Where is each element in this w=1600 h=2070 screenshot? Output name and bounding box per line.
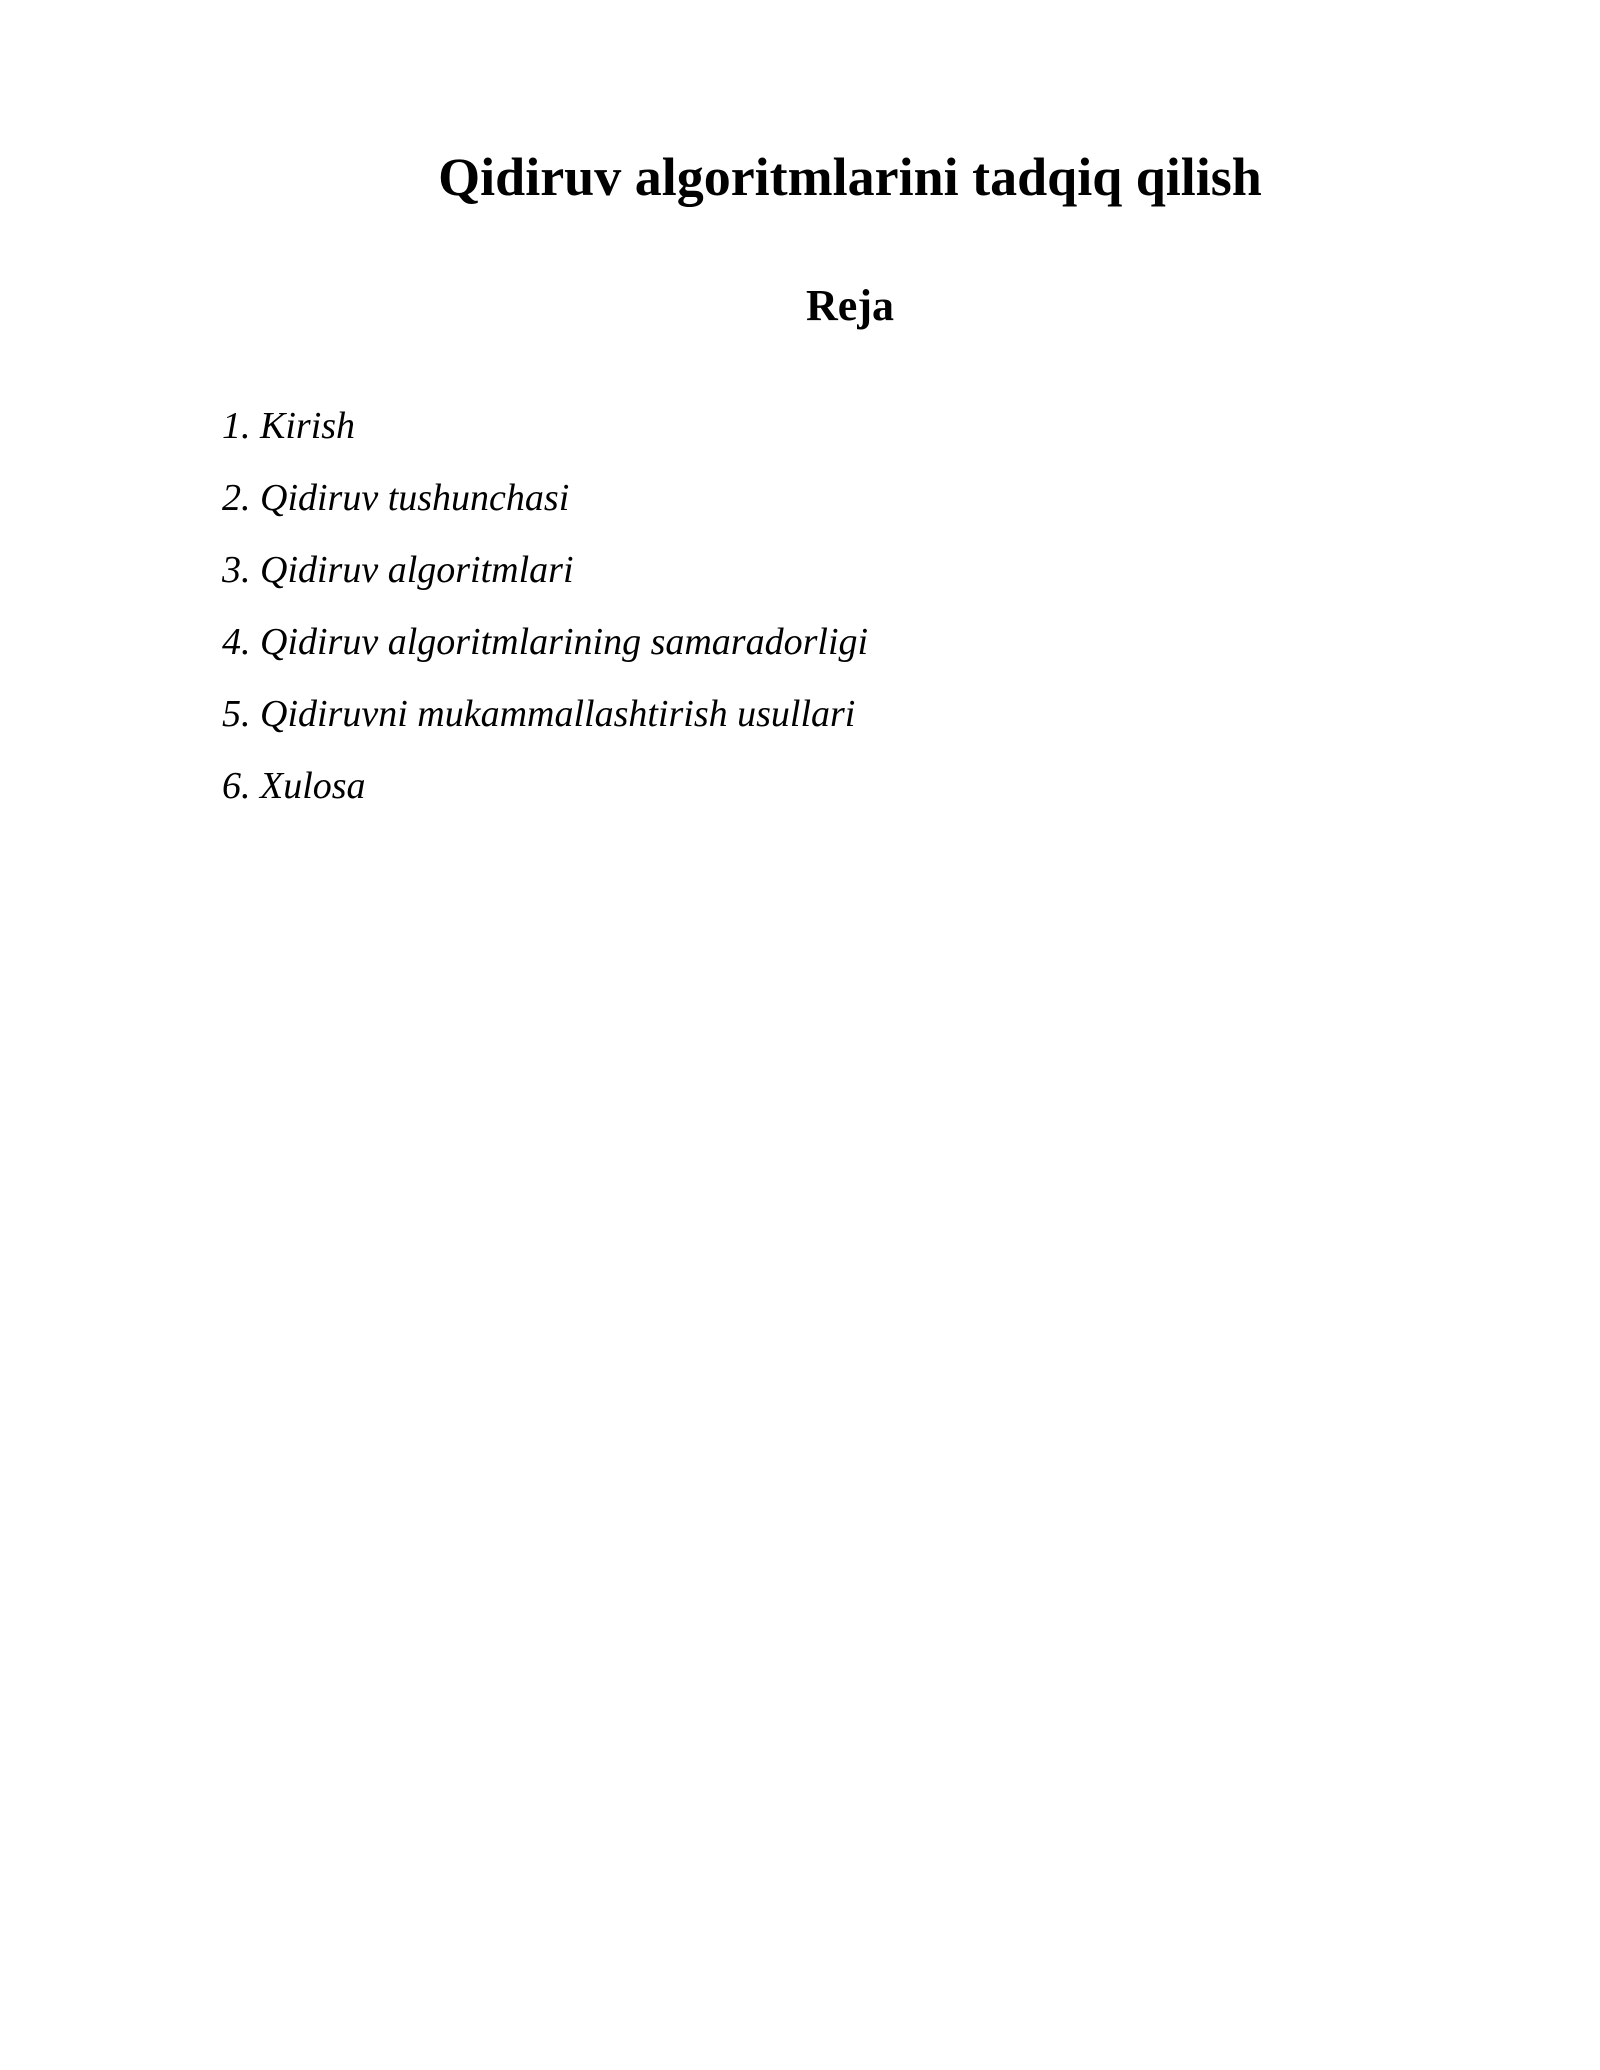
plan-item-2: 2. Qidiruv tushunchasi bbox=[222, 477, 570, 519]
plan-item-4: 4. Qidiruv algoritmlarining samaradorligi bbox=[222, 621, 869, 663]
plan-list bbox=[222, 390, 868, 822]
plan-heading: Reja bbox=[806, 281, 894, 330]
plan-item-5: 5. Qidiruvni mukammallashtirish usullari bbox=[222, 693, 856, 735]
plan-item-6: 6. Xulosa bbox=[222, 765, 366, 807]
plan-item-1: 1. Kirish bbox=[222, 405, 356, 447]
plan-item-3: 3. Qidiruv algoritmlari bbox=[222, 549, 574, 591]
document-title: Qidiruv algoritmlarini tadqiq qilish bbox=[438, 147, 1262, 207]
